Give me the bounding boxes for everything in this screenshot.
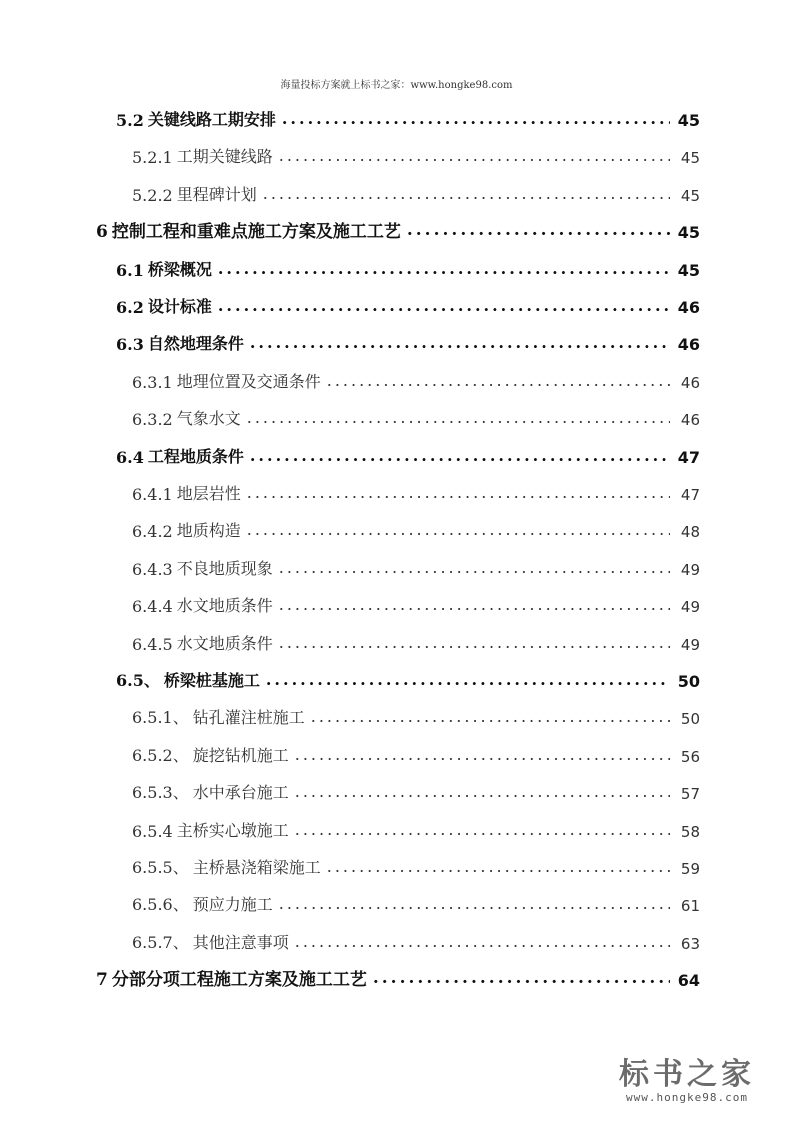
toc-entry[interactable] (132, 852, 700, 878)
toc-entry[interactable] (132, 179, 700, 205)
toc-entry-page: 57 (680, 785, 700, 804)
toc-dot-leader (407, 222, 670, 242)
logo-brand: 标书之家 (619, 1057, 755, 1092)
toc-entry-number: 6.5.7、 (132, 932, 189, 952)
toc-entry-title: 桥梁概况 (147, 259, 212, 279)
toc-entry-number: 5.2 (116, 111, 144, 130)
toc-entry-title: 控制工程和重难点施工方案及施工工艺 (111, 222, 401, 243)
toc-entry-title: 地层岩性 (176, 484, 241, 503)
toc-dot-leader (295, 747, 670, 766)
toc-entry[interactable] (116, 328, 700, 354)
toc-entry-number: 6.5.6、 (132, 895, 189, 915)
toc-entry-title: 钻孔灌注桩施工 (192, 708, 305, 728)
toc-entry-title: 旋挖钻机施工 (192, 745, 289, 765)
toc-entry[interactable] (116, 104, 700, 130)
toc-entry-title: 不良地质现象 (176, 558, 273, 578)
toc-entry[interactable] (116, 441, 700, 467)
toc-dot-leader (279, 597, 670, 616)
watermark-logo (597, 1058, 777, 1104)
toc-entry-page: 63 (680, 934, 700, 953)
toc-entry[interactable] (132, 815, 700, 841)
toc-entry-page: 45 (680, 149, 700, 168)
toc-entry-title: 水文地质条件 (176, 633, 273, 653)
toc-entry[interactable] (132, 553, 700, 579)
toc-entry-title: 桥梁桩基施工 (163, 671, 260, 690)
toc-entry-number: 6.4.5 (132, 634, 173, 654)
toc-dot-leader (279, 148, 670, 167)
toc-entry-title: 工期关键线路 (176, 147, 273, 167)
toc-entry-number: 6 (96, 222, 108, 243)
toc-entry-title: 水中承台施工 (192, 783, 289, 803)
toc-entry-page: 45 (680, 186, 700, 205)
toc-entry-page: 49 (680, 635, 700, 654)
toc-entry-number: 6.4.2 (132, 522, 173, 542)
toc-entry-title: 水文地质条件 (176, 596, 273, 616)
toc-entry-number: 6.5.5、 (132, 858, 189, 877)
toc-entry-title: 地质构造 (176, 521, 241, 541)
toc-entry[interactable] (132, 515, 700, 541)
toc-entry[interactable] (116, 665, 700, 691)
toc-entry[interactable] (132, 590, 700, 616)
toc-entry-title: 预应力施工 (192, 895, 273, 915)
toc-entry-page: 58 (680, 822, 700, 841)
toc-entry-title: 主桥实心墩施工 (176, 820, 289, 840)
toc-entry-page: 45 (677, 223, 700, 243)
toc-entry-page: 56 (680, 747, 700, 766)
logo-url: www.hongke98.com (626, 1091, 748, 1104)
toc-entry[interactable] (96, 964, 700, 990)
toc-entry-number: 6.5.2、 (132, 745, 189, 765)
toc-entry[interactable] (116, 254, 700, 280)
toc-entry[interactable] (132, 702, 700, 728)
toc-entry[interactable] (132, 403, 700, 429)
toc-dot-leader (279, 896, 670, 915)
toc-dot-leader (250, 448, 670, 467)
toc-dot-leader (218, 261, 670, 280)
toc-entry-page: 49 (680, 598, 700, 617)
toc-entry-number: 6.3 (116, 335, 144, 355)
toc-dot-leader (327, 373, 670, 392)
toc-entry-number: 6.3.2 (132, 410, 173, 430)
toc-dot-leader (247, 410, 670, 429)
toc-entry[interactable] (132, 927, 700, 953)
toc-dot-leader (279, 560, 670, 579)
toc-entry[interactable] (116, 291, 700, 317)
toc-dot-leader (279, 635, 670, 654)
toc-entry-title: 气象水文 (176, 409, 241, 429)
toc-entry-number: 6.4 (116, 447, 144, 467)
toc-entry-number: 6.4.1 (132, 485, 173, 504)
toc-entry-title: 自然地理条件 (147, 334, 244, 354)
toc-dot-leader (247, 522, 670, 541)
toc-entry-title: 分部分项工程施工方案及施工工艺 (111, 970, 367, 991)
toc-entry-number: 6.4.4 (132, 597, 173, 617)
toc-entry-title: 关键线路工期安排 (147, 110, 276, 129)
toc-entry[interactable] (132, 777, 700, 803)
toc-dot-leader (295, 934, 670, 953)
toc-dot-leader (218, 298, 670, 317)
toc-entry[interactable] (96, 216, 700, 242)
toc-entry[interactable] (132, 628, 700, 654)
toc-entry-page: 46 (680, 373, 700, 392)
toc-entry-page: 46 (677, 335, 700, 355)
toc-entry-title: 设计标准 (147, 297, 212, 316)
toc-dot-leader (282, 111, 670, 130)
toc-entry[interactable] (132, 366, 700, 392)
toc-entry-page: 50 (677, 672, 700, 691)
toc-entry-page: 64 (677, 971, 700, 991)
toc-dot-leader (266, 672, 670, 691)
toc-entry-page: 50 (680, 710, 700, 729)
toc-entry-page: 48 (680, 523, 700, 542)
toc-entry-title: 里程碑计划 (176, 184, 257, 204)
toc-entry-number: 5.2.2 (132, 185, 173, 205)
page-header: 海量投标方案就上标书之家：www.hongke98.com (280, 80, 513, 91)
toc-entry-number: 6.5.4 (132, 821, 173, 841)
toc-entry-number: 6.2 (116, 298, 144, 317)
toc-entry-page: 46 (677, 298, 700, 317)
toc-dot-leader (295, 822, 670, 841)
toc-entry-number: 7 (96, 970, 108, 991)
toc-entry[interactable] (132, 740, 700, 766)
toc-entry-title: 地理位置及交通条件 (176, 371, 321, 391)
toc-entry-page: 47 (680, 486, 700, 504)
toc-entry-number: 5.2.1 (132, 148, 173, 168)
toc-entry-number: 6.1 (116, 260, 144, 280)
toc-entry-title: 工程地质条件 (147, 446, 244, 466)
toc-dot-leader (311, 709, 670, 728)
toc-entry-page: 45 (677, 260, 700, 280)
toc-entry-number: 6.5、 (116, 671, 160, 690)
toc-entry-number: 6.5.3、 (132, 783, 189, 803)
toc-entry-page: 61 (680, 897, 700, 916)
toc-entry[interactable] (132, 141, 700, 167)
toc-entry-page: 47 (677, 447, 700, 467)
toc-entry-title: 其他注意事项 (192, 932, 289, 952)
toc-dot-leader (250, 335, 670, 354)
toc-entry-page: 49 (680, 560, 700, 579)
toc-entry[interactable] (132, 889, 700, 915)
toc-entry[interactable] (132, 478, 700, 504)
toc-dot-leader (295, 784, 670, 803)
toc-dot-leader (263, 186, 670, 205)
toc-entry-page: 45 (677, 111, 700, 130)
toc-dot-leader (247, 485, 670, 504)
toc-entry-page: 46 (680, 411, 700, 430)
toc-entry-number: 6.3.1 (132, 372, 173, 392)
toc-entry-title: 主桥悬浇箱梁施工 (192, 858, 321, 877)
toc-dot-leader (373, 970, 670, 990)
toc-entry-number: 6.5.1、 (132, 708, 189, 728)
toc-entry-page: 59 (680, 860, 700, 878)
toc-dot-leader (327, 859, 670, 878)
toc-entry-number: 6.4.3 (132, 559, 173, 579)
